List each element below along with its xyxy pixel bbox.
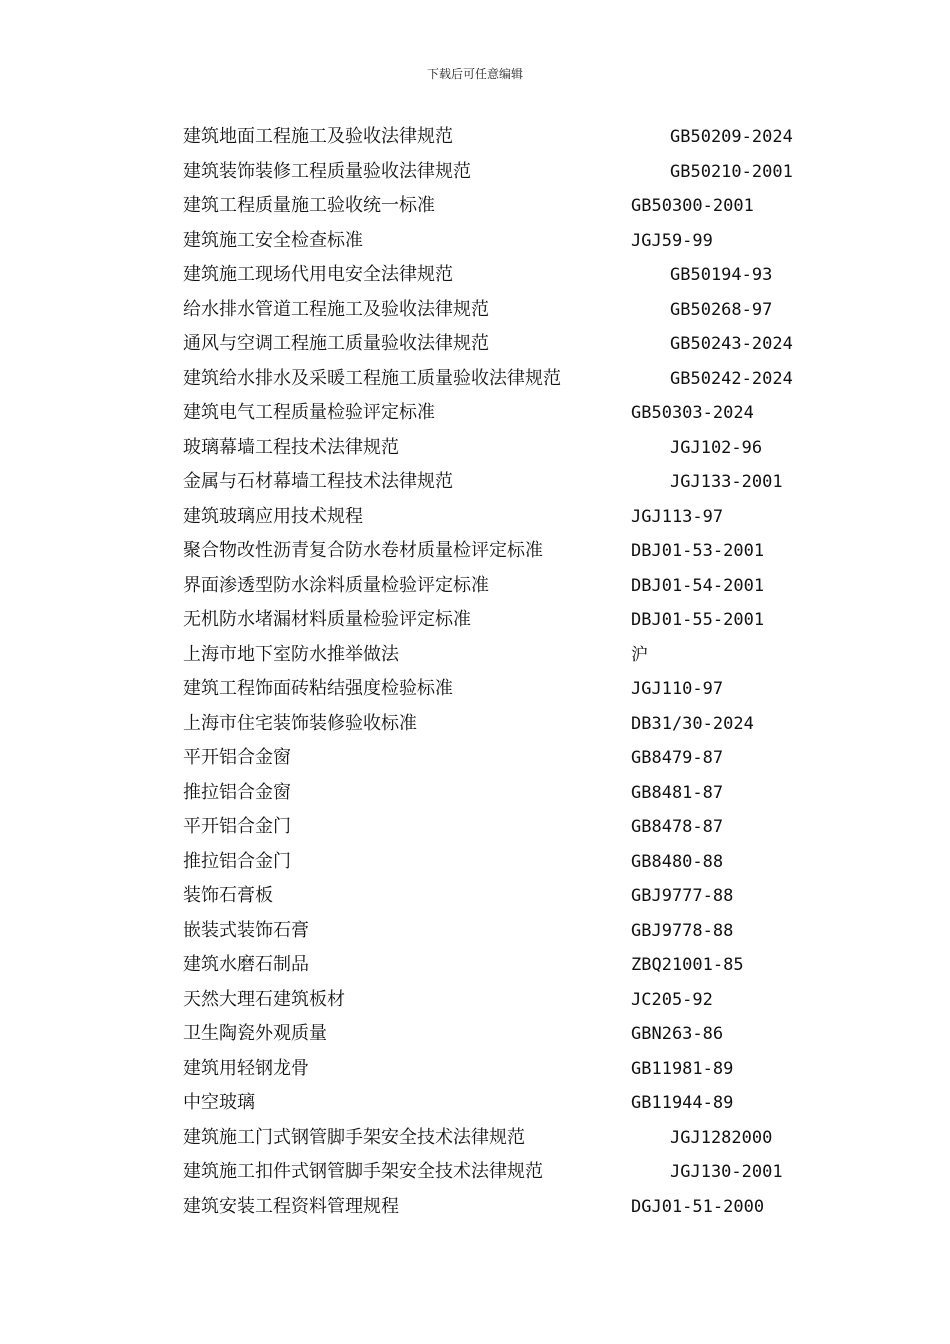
standard-name: 建筑用轻钢龙骨	[183, 1057, 309, 1079]
standard-code: GB50268-97	[670, 299, 773, 320]
standard-name: 建筑工程饰面砖粘结强度检验标准	[183, 678, 453, 699]
standard-code: GBJ9777-88	[631, 886, 734, 906]
standard-row	[0, 914, 950, 949]
standard-name: 天然大理石建筑板材	[183, 988, 345, 1010]
standard-code: GBN263-86	[631, 1024, 724, 1044]
standard-name: 建筑安装工程资料管理规程	[183, 1195, 399, 1217]
standard-row	[0, 431, 950, 466]
standard-row	[0, 983, 950, 1018]
standard-name: 建筑玻璃应用技术规程	[183, 505, 363, 527]
standard-row	[0, 638, 950, 673]
standard-code: DBJ01-54-2001	[631, 575, 765, 596]
standard-name: 建筑给水排水及采暖工程施工质量验收法律规范	[183, 367, 561, 389]
standard-name: 建筑施工扣件式钢管脚手架安全技术法律规范	[183, 1161, 543, 1182]
standard-row	[0, 396, 950, 431]
standard-name: 建筑施工安全检查标准	[183, 229, 363, 251]
standard-row	[0, 465, 950, 500]
standard-row	[0, 1155, 950, 1190]
standard-code: GB50243-2024	[670, 334, 793, 354]
standard-row	[0, 1052, 950, 1087]
standard-code: JGJ102-96	[670, 437, 763, 458]
standard-row	[0, 948, 950, 983]
standard-name: 建筑地面工程施工及验收法律规范	[183, 126, 453, 147]
standard-name: 界面渗透型防水涂料质量检验评定标准	[183, 574, 489, 596]
standard-name: 中空玻璃	[183, 1092, 255, 1113]
standard-row	[0, 1121, 950, 1156]
standard-name: 嵌装式装饰石膏	[183, 919, 309, 941]
standard-name: 卫生陶瓷外观质量	[183, 1023, 327, 1044]
standard-code: 沪	[631, 644, 648, 665]
standard-code: GB8479-87	[631, 748, 724, 768]
standard-row	[0, 810, 950, 845]
standard-name: 聚合物改性沥青复合防水卷材质量检评定标准	[183, 540, 543, 561]
standard-code: JGJ133-2001	[670, 472, 783, 492]
standard-code: GB50210-2001	[670, 161, 793, 182]
standard-code: JC205-92	[631, 989, 713, 1010]
standard-name: 玻璃幕墙工程技术法律规范	[183, 436, 399, 458]
standard-code: GB8481-87	[631, 782, 724, 803]
standard-row	[0, 879, 950, 914]
standard-name: 通风与空调工程施工质量验收法律规范	[183, 333, 489, 354]
standard-name: 无机防水堵漏材料质量检验评定标准	[183, 609, 471, 630]
standard-row	[0, 534, 950, 569]
standard-row	[0, 707, 950, 742]
standard-row	[0, 189, 950, 224]
standard-code: GB50300-2001	[631, 196, 754, 216]
standard-name: 建筑施工门式钢管脚手架安全技术法律规范	[183, 1126, 525, 1148]
standard-name: 建筑装饰装修工程质量验收法律规范	[183, 160, 471, 182]
standard-code: DGJ01-51-2000	[631, 1196, 765, 1217]
standard-name: 推拉铝合金门	[183, 850, 291, 872]
standard-code: GBJ9778-88	[631, 920, 734, 941]
standard-code: GB50194-93	[670, 265, 773, 285]
standard-row	[0, 500, 950, 535]
standard-code: JGJ110-97	[631, 679, 724, 699]
standards-list	[0, 120, 950, 1224]
standard-row	[0, 569, 950, 604]
standard-code: DBJ01-55-2001	[631, 610, 765, 630]
standard-code: GB8480-88	[631, 851, 724, 872]
standard-code: DB31/30-2024	[631, 713, 754, 734]
standard-code: GB50303-2024	[631, 403, 754, 423]
standard-row	[0, 603, 950, 638]
standard-code: GB11981-89	[631, 1058, 734, 1079]
standard-row	[0, 362, 950, 397]
standard-name: 建筑水磨石制品	[183, 954, 309, 975]
standard-row	[0, 1190, 950, 1225]
standard-name: 上海市地下室防水推举做法	[183, 643, 399, 665]
standard-row	[0, 293, 950, 328]
standard-code: JGJ1282000	[670, 1127, 773, 1148]
standard-row	[0, 327, 950, 362]
standard-name: 建筑工程质量施工验收统一标准	[183, 195, 435, 216]
standard-name: 平开铝合金门	[183, 816, 291, 837]
page-header: 下载后可任意编辑	[426, 67, 523, 81]
standard-code: JGJ59-99	[631, 230, 713, 251]
standard-name: 给水排水管道工程施工及验收法律规范	[183, 298, 489, 320]
standard-code: DBJ01-53-2001	[631, 541, 765, 561]
standard-row	[0, 845, 950, 880]
standard-name: 上海市住宅装饰装修验收标准	[183, 712, 417, 734]
standard-code: ZBQ21001-85	[631, 955, 744, 975]
standard-row	[0, 741, 950, 776]
standard-row	[0, 224, 950, 259]
standard-code: GB11944-89	[631, 1093, 734, 1113]
standard-row	[0, 1017, 950, 1052]
standard-name: 金属与石材幕墙工程技术法律规范	[183, 471, 453, 492]
standard-code: GB8478-87	[631, 817, 724, 837]
standard-row	[0, 155, 950, 190]
standard-code: GB50209-2024	[670, 127, 793, 147]
standard-name: 装饰石膏板	[183, 885, 273, 906]
standard-row	[0, 258, 950, 293]
standard-name: 建筑电气工程质量检验评定标准	[183, 402, 435, 423]
standard-code: JGJ130-2001	[670, 1162, 783, 1182]
standard-code: GB50242-2024	[670, 368, 793, 389]
standard-row	[0, 672, 950, 707]
standard-name: 建筑施工现场代用电安全法律规范	[183, 264, 453, 285]
standard-code: JGJ113-97	[631, 506, 724, 527]
standard-row	[0, 120, 950, 155]
standard-row	[0, 776, 950, 811]
standard-name: 平开铝合金窗	[183, 747, 291, 768]
standard-row	[0, 1086, 950, 1121]
standard-name: 推拉铝合金窗	[183, 781, 291, 803]
